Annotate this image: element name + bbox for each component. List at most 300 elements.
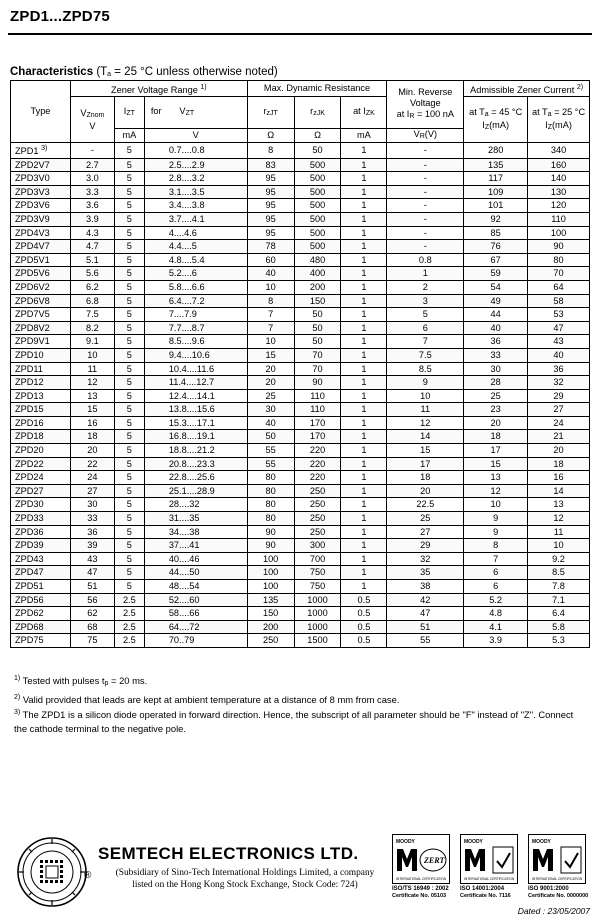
cell-type: ZPD22 (11, 457, 71, 471)
cell-iz-25c: 5.8 (528, 620, 590, 634)
registered-mark: ® (84, 870, 92, 881)
cell-iz-25c: 53 (528, 308, 590, 322)
cell-izt: 5 (114, 267, 144, 281)
cell-rzjk: 90 (294, 376, 341, 390)
cell-iz-45c: 76 (464, 240, 528, 254)
cell-rzjt: 100 (247, 566, 294, 580)
table-body (11, 143, 590, 648)
cell-rzjk: 500 (294, 199, 341, 213)
cell-vznom: 16 (70, 416, 114, 430)
cell-vzt-range: 6.4....7.2 (144, 294, 247, 308)
cell-vznom: 43 (70, 552, 114, 566)
cell-rzjt: 55 (247, 457, 294, 471)
cell-type: ZPD5V6 (11, 267, 71, 281)
cell-rzjk: 500 (294, 240, 341, 254)
table-row (11, 308, 590, 322)
cell-iz-25c: 100 (528, 226, 590, 240)
cell-iz-45c: 8 (464, 539, 528, 553)
cell-izt: 5 (114, 240, 144, 254)
cell-iz-45c: 109 (464, 185, 528, 199)
cert-1-label: ISO/TS 16949 : 2002 (392, 886, 449, 892)
cell-rzjk: 200 (294, 280, 341, 294)
cell-izk: 1 (341, 280, 387, 294)
table-row (11, 430, 590, 444)
cell-iz-25c: 47 (528, 321, 590, 335)
cell-type: ZPD6V2 (11, 280, 71, 294)
cell-type: ZPD10 (11, 348, 71, 362)
cell-rzjt: 95 (247, 212, 294, 226)
cell-rzjk: 300 (294, 539, 341, 553)
cell-izt: 5 (114, 525, 144, 539)
cell-rzjk: 220 (294, 471, 341, 485)
cell-rzjt: 40 (247, 416, 294, 430)
table-row (11, 444, 590, 458)
table-row (11, 199, 590, 213)
cell-vr: 20 (387, 484, 464, 498)
table-row (11, 185, 590, 199)
cell-rzjk: 480 (294, 253, 341, 267)
footnote-1: $^{1)}$ Tested with pulses tp = 20 ms. (14, 675, 148, 687)
cell-vr: - (387, 199, 464, 213)
cell-rzjk: 1000 (294, 607, 341, 621)
cell-vr: 55 (387, 634, 464, 648)
cell-izk: 1 (341, 199, 387, 213)
cell-type: ZPD7V5 (11, 308, 71, 322)
cell-vznom: 6.8 (70, 294, 114, 308)
cell-rzjt: 55 (247, 444, 294, 458)
cell-rzjk: 750 (294, 580, 341, 594)
dated-label: Dated : 23/05/2007 (517, 906, 590, 916)
cell-vr: 15 (387, 444, 464, 458)
cert-2-label: ISO 14001:2004 (460, 886, 505, 892)
cell-vzt-range: 2.5....2.9 (144, 158, 247, 172)
cell-izk: 1 (341, 539, 387, 553)
unit-v: V (144, 129, 247, 143)
cell-izt: 5 (114, 158, 144, 172)
cell-rzjt: 7 (247, 321, 294, 335)
cell-iz-45c: 280 (464, 143, 528, 159)
cell-vzt-range: 25.1....28.9 (144, 484, 247, 498)
cell-type: ZPD51 (11, 580, 71, 594)
cell-vr: 47 (387, 607, 464, 621)
cell-vznom: 12 (70, 376, 114, 390)
cell-rzjt: 95 (247, 199, 294, 213)
cell-rzjt: 10 (247, 280, 294, 294)
cell-vzt-range: 3.7....4.1 (144, 212, 247, 226)
cell-vzt-range: 5.8....6.6 (144, 280, 247, 294)
table-row (11, 620, 590, 634)
cell-rzjk: 110 (294, 403, 341, 417)
cell-izt: 5 (114, 199, 144, 213)
cell-izk: 1 (341, 512, 387, 526)
cell-rzjk: 50 (294, 321, 341, 335)
cell-iz-45c: 67 (464, 253, 528, 267)
cell-iz-45c: 13 (464, 471, 528, 485)
cell-izt: 5 (114, 185, 144, 199)
cell-rzjk: 170 (294, 416, 341, 430)
cell-izk: 0.5 (341, 607, 387, 621)
cell-izt: 2.5 (114, 607, 144, 621)
cell-vr: - (387, 158, 464, 172)
table-row (11, 294, 590, 308)
cell-iz-25c: 110 (528, 212, 590, 226)
cell-izk: 1 (341, 552, 387, 566)
cell-type: ZPD2V7 (11, 158, 71, 172)
cell-vznom: 9.1 (70, 335, 114, 349)
svg-text:ZERT: ZERT (424, 856, 445, 865)
cell-vzt-range: 4....4.6 (144, 226, 247, 240)
table-row (11, 566, 590, 580)
cell-iz-45c: 7 (464, 552, 528, 566)
cell-type: ZPD47 (11, 566, 71, 580)
cell-vr: - (387, 172, 464, 186)
cell-izt: 5 (114, 403, 144, 417)
cell-vr: - (387, 143, 464, 159)
cell-vznom: 15 (70, 403, 114, 417)
cell-type: ZPD4V7 (11, 240, 71, 254)
cell-rzjt: 80 (247, 512, 294, 526)
cell-izk: 1 (341, 308, 387, 322)
cell-izt: 5 (114, 321, 144, 335)
cell-vznom: 39 (70, 539, 114, 553)
table-row (11, 539, 590, 553)
cell-vznom: 11 (70, 362, 114, 376)
cell-rzjk: 250 (294, 512, 341, 526)
cell-izt: 5 (114, 212, 144, 226)
cell-iz-45c: 12 (464, 484, 528, 498)
cell-vzt-range: 31....35 (144, 512, 247, 526)
cell-vr: - (387, 226, 464, 240)
cell-vzt-range: 28....32 (144, 498, 247, 512)
cell-iz-45c: 23 (464, 403, 528, 417)
semtech-logo-icon (16, 836, 88, 908)
cell-izk: 1 (341, 376, 387, 390)
cell-vzt-range: 64....72 (144, 620, 247, 634)
unit-ma-2: mA (341, 129, 387, 143)
cell-vzt-range: 4.8....5.4 (144, 253, 247, 267)
table-row (11, 280, 590, 294)
cell-izt: 5 (114, 335, 144, 349)
cell-vr: 6 (387, 321, 464, 335)
cell-rzjt: 40 (247, 267, 294, 281)
cell-type: ZPD24 (11, 471, 71, 485)
cell-rzjk: 500 (294, 172, 341, 186)
cell-vznom: 33 (70, 512, 114, 526)
cell-iz-25c: 12 (528, 512, 590, 526)
table-row (11, 143, 590, 159)
cell-type: ZPD8V2 (11, 321, 71, 335)
cell-iz-25c: 58 (528, 294, 590, 308)
cell-iz-25c: 7.1 (528, 593, 590, 607)
cell-iz-45c: 40 (464, 321, 528, 335)
cell-vr: 14 (387, 430, 464, 444)
cell-rzjt: 30 (247, 403, 294, 417)
cell-izk: 1 (341, 416, 387, 430)
cell-vzt-range: 40....46 (144, 552, 247, 566)
cell-iz-45c: 5.2 (464, 593, 528, 607)
cell-izt: 5 (114, 552, 144, 566)
cell-rzjt: 95 (247, 226, 294, 240)
cell-vznom: 3.3 (70, 185, 114, 199)
cell-rzjt: 80 (247, 484, 294, 498)
table-row (11, 512, 590, 526)
cell-rzjk: 250 (294, 498, 341, 512)
cell-vznom: 68 (70, 620, 114, 634)
cell-type: ZPD4V3 (11, 226, 71, 240)
cell-izt: 5 (114, 280, 144, 294)
cell-izk: 1 (341, 143, 387, 159)
cell-type: ZPD68 (11, 620, 71, 634)
table-row (11, 389, 590, 403)
cell-vznom: 7.5 (70, 308, 114, 322)
cell-rzjk: 750 (294, 566, 341, 580)
cell-iz-25c: 160 (528, 158, 590, 172)
cell-vznom: 4.3 (70, 226, 114, 240)
cell-iz-25c: 32 (528, 376, 590, 390)
cell-iz-25c: 64 (528, 280, 590, 294)
cell-type: ZPD3V3 (11, 185, 71, 199)
cell-rzjt: 83 (247, 158, 294, 172)
cell-iz-25c: 24 (528, 416, 590, 430)
cell-vr: 32 (387, 552, 464, 566)
cell-vzt-range: 44....50 (144, 566, 247, 580)
cell-iz-45c: 28 (464, 376, 528, 390)
cell-iz-25c: 140 (528, 172, 590, 186)
cell-iz-25c: 8.5 (528, 566, 590, 580)
cell-vznom: 6.2 (70, 280, 114, 294)
cell-rzjt: 15 (247, 348, 294, 362)
cell-vzt-range: 20.8....23.3 (144, 457, 247, 471)
company-name: SEMTECH ELECTRONICS LTD. (98, 844, 359, 863)
table-row (11, 348, 590, 362)
cell-vzt-range: 3.4....3.8 (144, 199, 247, 213)
cell-izt: 5 (114, 512, 144, 526)
characteristics-heading (10, 66, 278, 78)
cell-rzjt: 10 (247, 335, 294, 349)
cell-rzjt: 95 (247, 185, 294, 199)
cell-izk: 1 (341, 212, 387, 226)
cell-izk: 1 (341, 267, 387, 281)
cell-iz-25c: 7.8 (528, 580, 590, 594)
cell-iz-25c: 10 (528, 539, 590, 553)
cell-vznom: 47 (70, 566, 114, 580)
cell-izk: 1 (341, 348, 387, 362)
cell-type: ZPD18 (11, 430, 71, 444)
cell-iz-45c: 3.9 (464, 634, 528, 648)
cell-rzjk: 170 (294, 430, 341, 444)
cell-iz-45c: 18 (464, 430, 528, 444)
cell-vznom: 3.6 (70, 199, 114, 213)
cell-iz-25c: 21 (528, 430, 590, 444)
cell-rzjt: 8 (247, 294, 294, 308)
cell-rzjt: 80 (247, 471, 294, 485)
cell-iz-45c: 44 (464, 308, 528, 322)
subsidiary-note: (Subsidiary of Sino-Tech International Holdings Limited, a company listed on the Hong Kong Stock Exchange, Stock Code: 724) (115, 868, 375, 890)
rzjk-header: rzJK (294, 97, 341, 129)
cell-izk: 1 (341, 430, 387, 444)
cell-iz-45c: 49 (464, 294, 528, 308)
cell-rzjk: 1500 (294, 634, 341, 648)
cell-vznom: 30 (70, 498, 114, 512)
cell-vznom: 27 (70, 484, 114, 498)
cell-izk: 1 (341, 294, 387, 308)
cell-vzt-range: 12.4....14.1 (144, 389, 247, 403)
cell-vzt-range: 18.8....21.2 (144, 444, 247, 458)
cell-izk: 1 (341, 566, 387, 580)
cell-iz-25c: 90 (528, 240, 590, 254)
cell-rzjt: 90 (247, 525, 294, 539)
cert-iso14001-icon (460, 834, 518, 884)
cert-1-number: Certificate No. 05103 (392, 893, 447, 899)
cell-type: ZPD3V0 (11, 172, 71, 186)
svg-text:MOODY: MOODY (464, 839, 483, 845)
cell-iz-25c: 340 (528, 143, 590, 159)
cell-izt: 5 (114, 566, 144, 580)
cell-vzt-range: 9.4....10.6 (144, 348, 247, 362)
cell-rzjk: 700 (294, 552, 341, 566)
cell-iz-25c: 14 (528, 484, 590, 498)
cell-rzjk: 110 (294, 389, 341, 403)
cell-iz-45c: 9 (464, 525, 528, 539)
cert-iso9001-icon (528, 834, 586, 884)
cell-vr: 7 (387, 335, 464, 349)
cell-iz-45c: 59 (464, 267, 528, 281)
table-row (11, 158, 590, 172)
cell-iz-25c: 13 (528, 498, 590, 512)
cell-rzjk: 250 (294, 484, 341, 498)
cell-vr: 22.5 (387, 498, 464, 512)
cell-type: ZPD30 (11, 498, 71, 512)
cell-iz-25c: 6.4 (528, 607, 590, 621)
cell-rzjt: 100 (247, 552, 294, 566)
cell-vznom: 56 (70, 593, 114, 607)
cert-3-label: ISO 9001:2000 (528, 886, 569, 892)
rzjt-header: rzJT (247, 97, 294, 129)
table-row (11, 580, 590, 594)
cell-rzjk: 500 (294, 226, 341, 240)
page-title: ZPD1...ZPD75 (10, 8, 110, 25)
cell-type: ZPD43 (11, 552, 71, 566)
cell-izk: 1 (341, 471, 387, 485)
cell-iz-45c: 101 (464, 199, 528, 213)
cell-vzt-range: 3.1....3.5 (144, 185, 247, 199)
cert-2-number: Certificate No. 7116 (460, 893, 511, 899)
table-row (11, 416, 590, 430)
cell-vznom: 51 (70, 580, 114, 594)
cell-vznom: 3.9 (70, 212, 114, 226)
type-footnote-mark: 3) (41, 145, 48, 152)
cert-3-number: Certificate No. 0000000 (528, 893, 589, 899)
characteristics-cond: (Ta = 25 °C unless otherwise noted) (96, 66, 278, 78)
cell-iz-45c: 54 (464, 280, 528, 294)
cell-vr: 18 (387, 471, 464, 485)
cell-izk: 1 (341, 457, 387, 471)
cell-izk: 1 (341, 580, 387, 594)
table-row (11, 321, 590, 335)
cell-rzjk: 500 (294, 185, 341, 199)
cell-izt: 5 (114, 484, 144, 498)
cell-rzjk: 50 (294, 335, 341, 349)
cell-izt: 5 (114, 172, 144, 186)
cell-vr: 35 (387, 566, 464, 580)
table-row (11, 498, 590, 512)
cell-iz-45c: 36 (464, 335, 528, 349)
cell-vznom: 75 (70, 634, 114, 648)
cell-rzjk: 500 (294, 212, 341, 226)
cell-type: ZPD13 (11, 389, 71, 403)
cell-iz-45c: 117 (464, 172, 528, 186)
table-row (11, 226, 590, 240)
cell-vznom: 8.2 (70, 321, 114, 335)
cell-type: ZPD56 (11, 593, 71, 607)
cell-type: ZPD3V9 (11, 212, 71, 226)
cell-iz-45c: 20 (464, 416, 528, 430)
cell-iz-45c: 25 (464, 389, 528, 403)
cell-izk: 1 (341, 444, 387, 458)
cell-izt: 5 (114, 539, 144, 553)
table-row (11, 552, 590, 566)
unit-ohm-1: Ω (247, 129, 294, 143)
cell-iz-25c: 5.3 (528, 634, 590, 648)
cell-iz-45c: 85 (464, 226, 528, 240)
cell-izt: 5 (114, 362, 144, 376)
cell-type: ZPD5V1 (11, 253, 71, 267)
cell-izt: 2.5 (114, 593, 144, 607)
unit-ohm-2: Ω (294, 129, 341, 143)
cell-iz-45c: 6 (464, 566, 528, 580)
cell-vzt-range: 5.2....6 (144, 267, 247, 281)
cell-vznom: 62 (70, 607, 114, 621)
table-row (11, 607, 590, 621)
cell-izt: 5 (114, 376, 144, 390)
cell-izk: 0.5 (341, 634, 387, 648)
cell-izt: 5 (114, 143, 144, 159)
cell-vr: 27 (387, 525, 464, 539)
cell-iz-25c: 16 (528, 471, 590, 485)
cell-izt: 5 (114, 457, 144, 471)
svg-text:INTERNATIONAL CERTIFICATION: INTERNATIONAL CERTIFICATION (464, 877, 515, 881)
cell-izk: 1 (341, 362, 387, 376)
cell-vr: - (387, 240, 464, 254)
cell-vzt-range: 22.8....25.6 (144, 471, 247, 485)
cell-type: ZPD16 (11, 416, 71, 430)
cell-vr: 12 (387, 416, 464, 430)
cell-vzt-range: 58....66 (144, 607, 247, 621)
cell-iz-25c: 80 (528, 253, 590, 267)
cell-rzjt: 25 (247, 389, 294, 403)
table-row (11, 212, 590, 226)
table-row (11, 335, 590, 349)
table-row (11, 253, 590, 267)
cell-iz-25c: 11 (528, 525, 590, 539)
cell-rzjt: 95 (247, 172, 294, 186)
cell-iz-25c: 70 (528, 267, 590, 281)
cell-iz-25c: 20 (528, 444, 590, 458)
table-row (11, 471, 590, 485)
cell-izt: 5 (114, 580, 144, 594)
cell-izt: 5 (114, 471, 144, 485)
cell-izk: 1 (341, 335, 387, 349)
cell-vznom: 3.0 (70, 172, 114, 186)
cell-izt: 5 (114, 430, 144, 444)
cell-izk: 1 (341, 498, 387, 512)
cell-type: ZPD9V1 (11, 335, 71, 349)
svg-text:INTERNATIONAL CERTIFICATION: INTERNATIONAL CERTIFICATION (396, 877, 447, 881)
table-row (11, 376, 590, 390)
type-header: Type (11, 81, 71, 143)
cell-izk: 1 (341, 525, 387, 539)
cell-vznom: 24 (70, 471, 114, 485)
